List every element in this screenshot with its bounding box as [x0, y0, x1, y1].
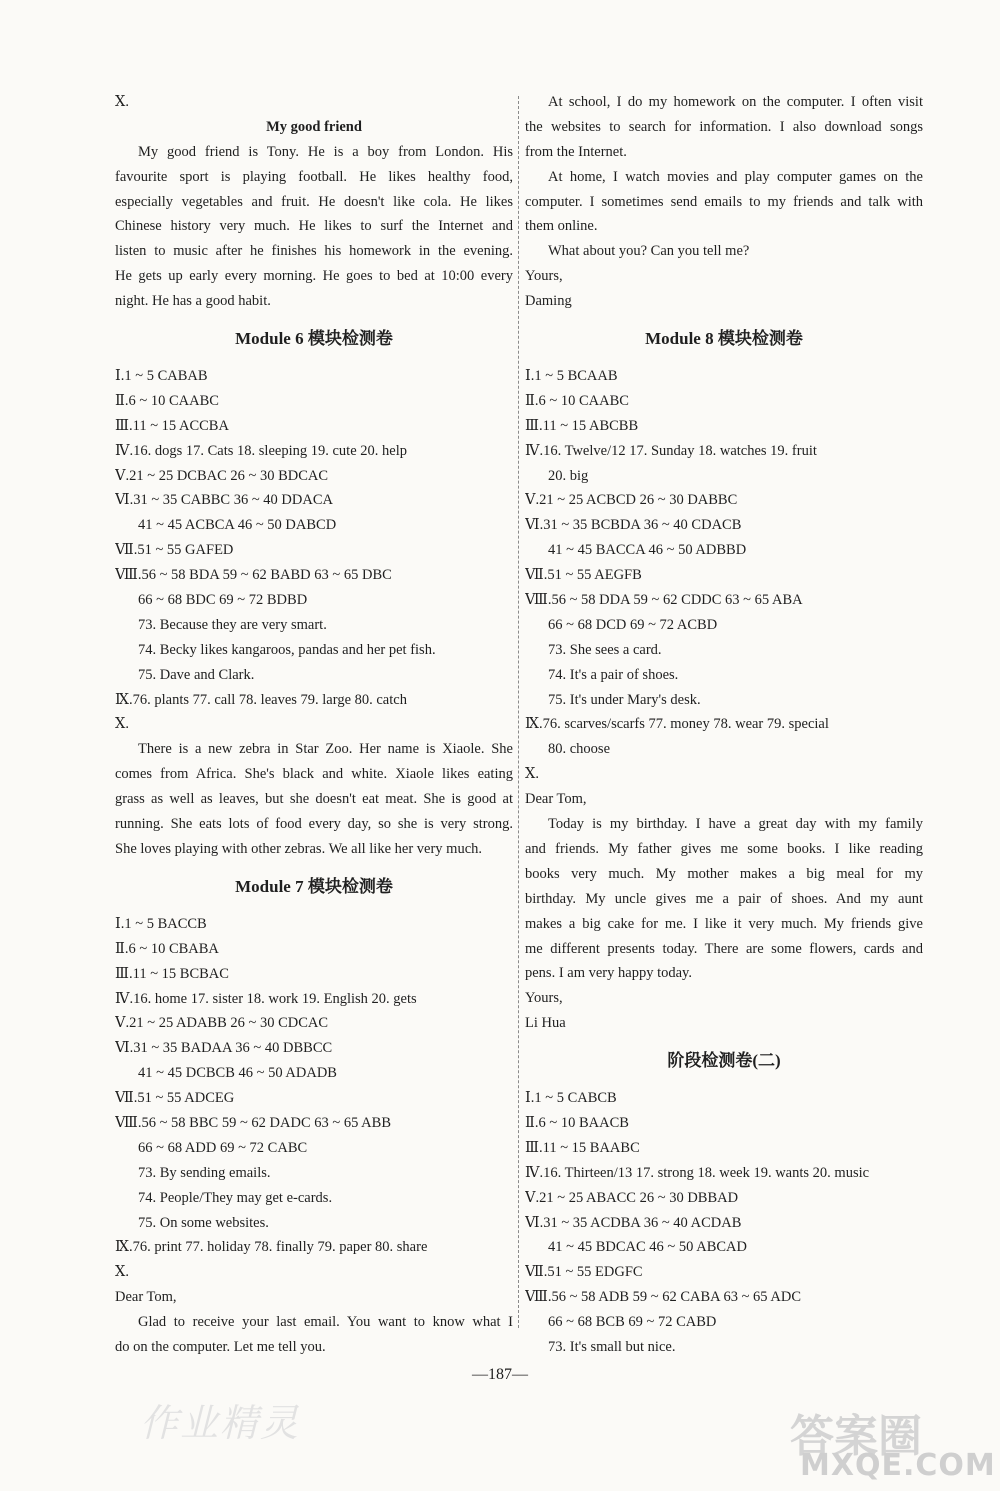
paragraph-line: My good friend is Tony. He is a boy from London. His: [138, 143, 513, 160]
text-line: 75. Dave and Clark.: [138, 666, 255, 683]
paragraph-line: Today is my birthday. I have a great day with my family: [548, 816, 923, 833]
left-column: [115, 90, 513, 1360]
text-line: Ⅴ.21 ~ 25 ABACC 26 ~ 30 DBBAD: [525, 1189, 739, 1206]
text-line: Ⅷ.56 ~ 58 BDA 59 ~ 62 BABD 63 ~ 65 DBC: [115, 567, 392, 584]
text-line: Ⅲ.11 ~ 15 ACCBA: [115, 417, 229, 434]
text-line: What about you? Can you tell me?: [548, 243, 750, 260]
text-line: Ⅱ.6 ~ 10 BAACB: [525, 1114, 629, 1131]
text-line: Ⅹ.: [525, 766, 539, 783]
paragraph-line: He gets up early every morning. He goes to bed at 10:00 every: [115, 268, 513, 285]
section-heading: Module 6 模块检测卷: [235, 329, 393, 349]
text-line: 74. Becky likes kangaroos, pandas and her pet fish.: [138, 641, 436, 658]
text-line: My good friend: [266, 118, 362, 135]
text-line: them online.: [525, 218, 598, 235]
text-line: 75. On some websites.: [138, 1214, 269, 1231]
text-line: Ⅹ.: [115, 94, 129, 110]
text-line: Ⅵ.31 ~ 35 CABBC 36 ~ 40 DDACA: [115, 492, 333, 509]
watermark-logo: 答案圈: [790, 1411, 922, 1462]
watermark-url: MXQE.COM: [800, 1448, 996, 1483]
text-line: Yours,: [525, 268, 563, 285]
text-line: Li Hua: [525, 1015, 566, 1032]
text-line: Ⅰ.1 ~ 5 CABAB: [115, 368, 208, 385]
text-line: from the Internet.: [525, 143, 627, 160]
text-line: Ⅳ.16. Twelve/12 17. Sunday 18. watches 19. fruit: [525, 442, 817, 459]
paragraph-line: makes a big cake for me. I like it very much. My friends give: [525, 915, 923, 932]
text-line: 66 ~ 68 ADD 69 ~ 72 CABC: [138, 1139, 308, 1156]
paragraph-line: me different presents today. There are some flowers, cards and: [525, 940, 923, 957]
text-line: 73. Because they are very smart.: [138, 616, 327, 633]
paragraph-line: and friends. My father gives me some books. I like reading: [525, 840, 923, 857]
watermark-left: 作业精灵: [140, 1401, 301, 1445]
paragraph-line: books very much. My mother makes a big meal for my: [525, 865, 923, 882]
text-line: Dear Tom,: [525, 791, 587, 808]
text-line: 41 ~ 45 BACCA 46 ~ 50 ADBBD: [548, 542, 747, 559]
text-line: Ⅸ.76. scarves/scarfs 77. money 78. wear 79. special: [525, 716, 829, 733]
text-line: 80. choose: [548, 741, 611, 758]
text-line: Ⅲ.11 ~ 15 ABCBB: [525, 417, 639, 434]
text-line: Ⅴ.21 ~ 25 ACBCD 26 ~ 30 DABBC: [525, 492, 738, 509]
text-line: 75. It's under Mary's desk.: [548, 691, 701, 708]
text-line: Ⅵ.31 ~ 35 BADAA 36 ~ 40 DBBCC: [115, 1040, 333, 1057]
text-line: 73. By sending emails.: [138, 1164, 271, 1181]
text-line: Ⅷ.56 ~ 58 ADB 59 ~ 62 CABA 63 ~ 65 ADC: [525, 1289, 801, 1306]
section-heading: Module 8 模块检测卷: [645, 329, 803, 349]
right-column: [525, 90, 923, 1360]
text-line: Ⅳ.16. dogs 17. Cats 18. sleeping 19. cute 20. help: [115, 442, 407, 459]
text-line: Ⅱ.6 ~ 10 CBABA: [115, 940, 219, 957]
text-line: Ⅳ.16. Thirteen/13 17. strong 18. week 19. wants 20. music: [525, 1164, 870, 1181]
paragraph-line: Glad to receive your last email. You want to know what I: [138, 1314, 513, 1331]
text-line: Ⅸ.76. print 77. holiday 78. finally 79. paper 80. share: [115, 1239, 428, 1256]
section-heading: 阶段检测卷(二): [667, 1051, 781, 1071]
text-line: Ⅳ.16. home 17. sister 18. work 19. English 20. gets: [115, 990, 417, 1007]
text-line: 73. She sees a card.: [548, 641, 662, 658]
text-line: do on the computer. Let me tell you.: [115, 1338, 326, 1355]
paragraph-line: At school, I do my homework on the computer. I often visit: [548, 94, 923, 110]
text-line: 74. People/They may get e-cards.: [138, 1189, 333, 1206]
paragraph-line: listen to music after he finishes his homework in the evening.: [115, 243, 513, 260]
column-divider: [518, 96, 519, 1328]
text-line: Ⅰ.1 ~ 5 CABCB: [525, 1090, 617, 1107]
text-line: Ⅷ.56 ~ 58 DDA 59 ~ 62 CDDC 63 ~ 65 ABA: [525, 592, 803, 609]
paragraph-line: computer. I sometimes send emails to my friends and talk with: [525, 193, 923, 210]
paragraph-line: At home, I watch movies and play computer games on the: [548, 168, 923, 185]
text-line: She loves playing with other zebras. We all like her very much.: [115, 840, 483, 857]
text-line: 66 ~ 68 BDC 69 ~ 72 BDBD: [138, 592, 308, 609]
text-line: Daming: [525, 293, 572, 310]
section-heading: Module 7 模块检测卷: [235, 876, 393, 896]
paragraph-line: Chinese history very much. He likes to surf the Internet and: [115, 218, 513, 235]
text-line: 74. It's a pair of shoes.: [548, 666, 679, 683]
text-line: Ⅶ.51 ~ 55 ADCEG: [115, 1090, 235, 1107]
text-line: Ⅱ.6 ~ 10 CAABC: [115, 392, 219, 409]
text-line: Ⅰ.1 ~ 5 BACCB: [115, 915, 207, 932]
text-line: 41 ~ 45 ACBCA 46 ~ 50 DABCD: [138, 517, 337, 534]
page-number: —187—: [472, 1366, 528, 1383]
text-line: Ⅱ.6 ~ 10 CAABC: [525, 392, 629, 409]
text-line: night. He has a good habit.: [115, 293, 271, 310]
text-line: 73. It's small but nice.: [548, 1338, 676, 1355]
text-line: Ⅴ.21 ~ 25 ADABB 26 ~ 30 CDCAC: [115, 1015, 329, 1032]
text-line: Yours,: [525, 990, 563, 1007]
text-line: Ⅴ.21 ~ 25 DCBAC 26 ~ 30 BDCAC: [115, 467, 329, 484]
paragraph-line: running. She eats lots of food every day, so she is very strong.: [115, 816, 513, 833]
text-line: Ⅷ.56 ~ 58 BBC 59 ~ 62 DADC 63 ~ 65 ABB: [115, 1114, 391, 1131]
paragraph-line: grass as well as leaves, but she doesn't eat meat. She is good at: [115, 791, 513, 808]
text-line: Ⅵ.31 ~ 35 ACDBA 36 ~ 40 ACDAB: [525, 1214, 742, 1231]
text-line: pens. I am very happy today.: [525, 965, 692, 982]
text-line: Ⅶ.51 ~ 55 EDGFC: [525, 1264, 643, 1281]
text-line: 20. big: [548, 467, 589, 484]
text-line: 41 ~ 45 DCBCB 46 ~ 50 ADADB: [138, 1065, 337, 1082]
text-line: Dear Tom,: [115, 1289, 177, 1306]
text-line: Ⅹ.: [115, 716, 129, 733]
paragraph-line: especially vegetables and fruit. He doesn't like cola. He likes: [115, 193, 513, 210]
text-line: 66 ~ 68 DCD 69 ~ 72 ACBD: [548, 616, 718, 633]
text-line: 41 ~ 45 BDCAC 46 ~ 50 ABCAD: [548, 1239, 747, 1256]
paragraph-line: There is a new zebra in Star Zoo. Her name is Xiaole. She: [138, 741, 513, 758]
text-line: Ⅲ.11 ~ 15 BCBAC: [115, 965, 229, 982]
text-line: Ⅶ.51 ~ 55 GAFED: [115, 542, 234, 559]
paragraph-line: comes from Africa. She's black and white. Xiaole likes eating: [115, 766, 513, 783]
text-line: Ⅰ.1 ~ 5 BCAAB: [525, 368, 618, 385]
text-line: Ⅵ.31 ~ 35 BCBDA 36 ~ 40 CDACB: [525, 517, 742, 534]
text-line: Ⅸ.76. plants 77. call 78. leaves 79. large 80. catch: [115, 691, 407, 708]
paragraph-line: the websites to search for information. I also download songs: [525, 118, 923, 135]
text-line: Ⅹ.: [115, 1264, 129, 1281]
paragraph-line: favourite sport is playing football. He likes healthy food,: [115, 168, 513, 185]
text-line: 66 ~ 68 BCB 69 ~ 72 CABD: [548, 1314, 717, 1331]
text-line: Ⅲ.11 ~ 15 BAABC: [525, 1139, 640, 1156]
text-line: Ⅶ.51 ~ 55 AEGFB: [525, 567, 642, 584]
paragraph-line: birthday. My uncle gives me a pair of shoes. And my aunt: [525, 890, 923, 907]
